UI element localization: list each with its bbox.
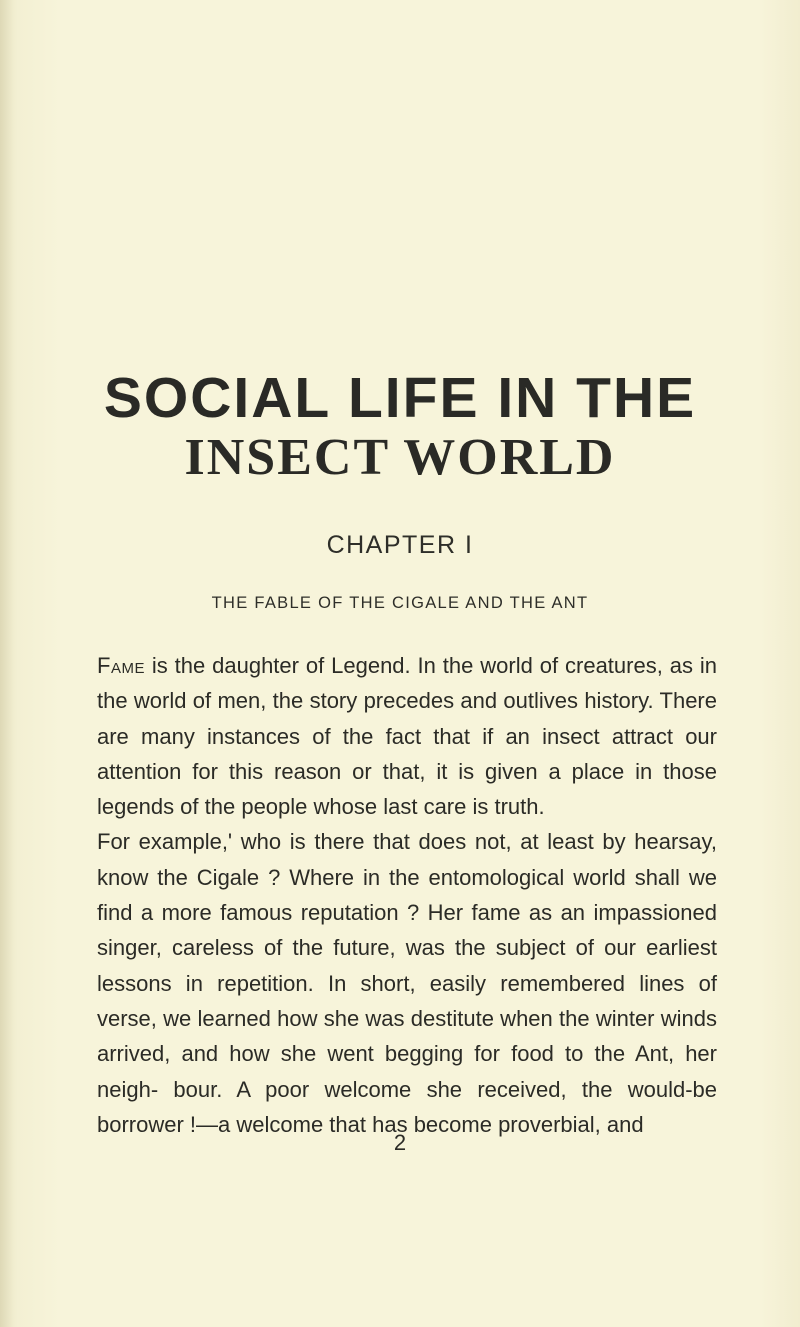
book-title-line-1: SOCIAL LIFE IN THE (103, 366, 697, 430)
chapter-heading: CHAPTER I (326, 531, 474, 559)
paragraph-1-text: is the daughter of Legend. In the world of creatures, as in the world of men, the story precedes and outlives history. There are many instances of the fact that if an insect attract our attention for this reason or that, it is given a place in those legends of the people whose last care is truth. (97, 653, 717, 820)
section-heading: THE FABLE OF THE CIGALE AND THE ANT (211, 594, 589, 612)
paragraph-1 (97, 648, 717, 824)
body-text (97, 648, 717, 1142)
paragraph-1-lead-word: Fame (97, 653, 145, 678)
page-number: 2 (393, 1130, 407, 1155)
paragraph-2: For example,' who is there that does not, at least by hearsay, know the Cigale ? Where in the entomological world shall we find a more famous reputation ? Her fame as an impassioned singer, careless of the future, was the subject of our earliest lessons in repetition. In short, easily remembered lines of verse, we learned how she was destitute when the winter winds arrived, and how she went begging for food to the Ant, her neigh- bour. A poor welcome she received, the would-be borrower !—a welcome that has become proverbial, and (97, 829, 717, 1137)
book-title-line-2: INSECT WORLD (184, 429, 616, 486)
page-spine-shadow (0, 0, 14, 1327)
